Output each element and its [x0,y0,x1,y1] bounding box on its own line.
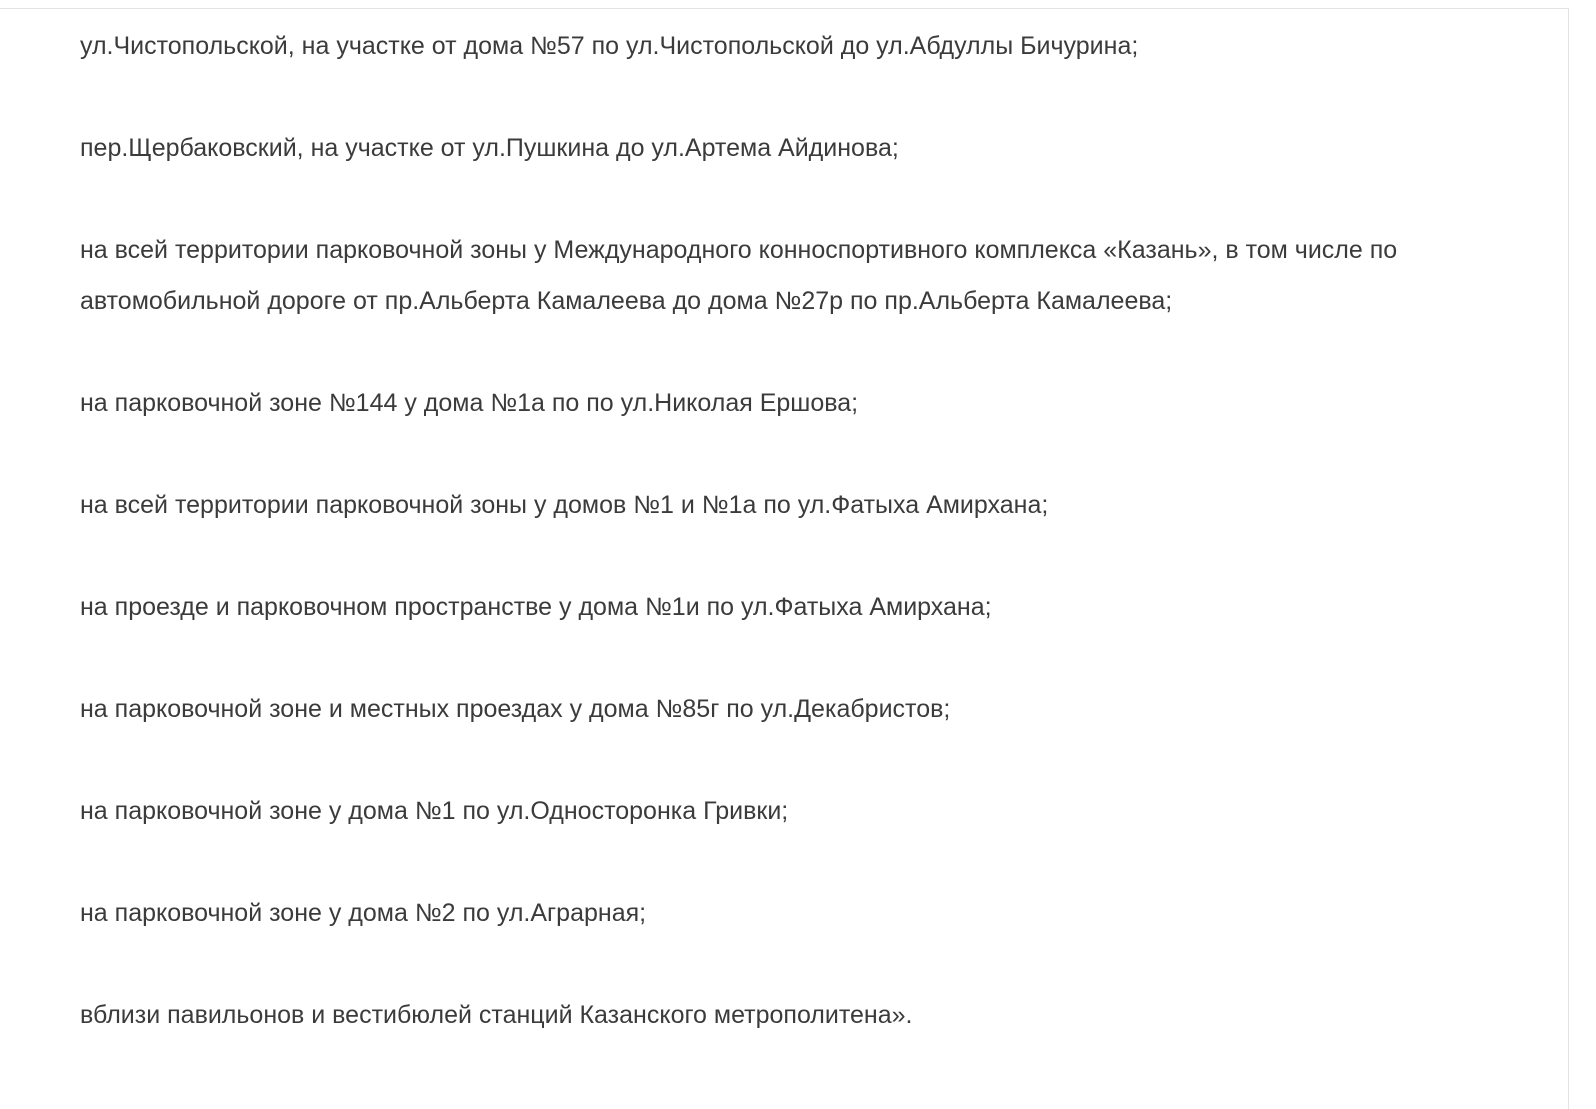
article-paragraph: на парковочной зоне и местных проездах у дома №85г по ул.Декабристов; [80,695,951,723]
article-paragraph: на всей территории парковочной зоны у домов №1 и №1а по ул.Фатыха Амирхана; [80,491,1049,519]
article-paragraph: на парковочной зоне №144 у дома №1а по по ул.Николая Ершова; [80,389,859,417]
article-paragraph: пер.Щербаковский, на участке от ул.Пушкина до ул.Артема Айдинова; [80,134,899,162]
article-paragraph: ул.Чистопольской, на участке от дома №57 по ул.Чистопольской до ул.Абдуллы Бичурина; [80,32,1139,60]
article-paragraph: вблизи павильонов и вестибюлей станций Казанского метрополитена». [80,1001,913,1029]
article-paragraph: на всей территории парковочной зоны у Международного конноспортивного комплекса «Казань», в том числе по автомобильной дороге от пр.Альберта Камалеева до дома №27р по пр.Альберта Камалеева; [80,236,1398,315]
article-body [80,21,1490,1092]
article-paragraph: на парковочной зоне у дома №1 по ул.Односторонка Гривки; [80,797,789,825]
article-paragraph: на проезде и парковочном пространстве у дома №1и по ул.Фатыха Амирхана; [80,593,992,621]
right-divider [1568,8,1569,1109]
top-divider [0,8,1569,9]
article-paragraph: на парковочной зоне у дома №2 по ул.Аграрная; [80,899,647,927]
